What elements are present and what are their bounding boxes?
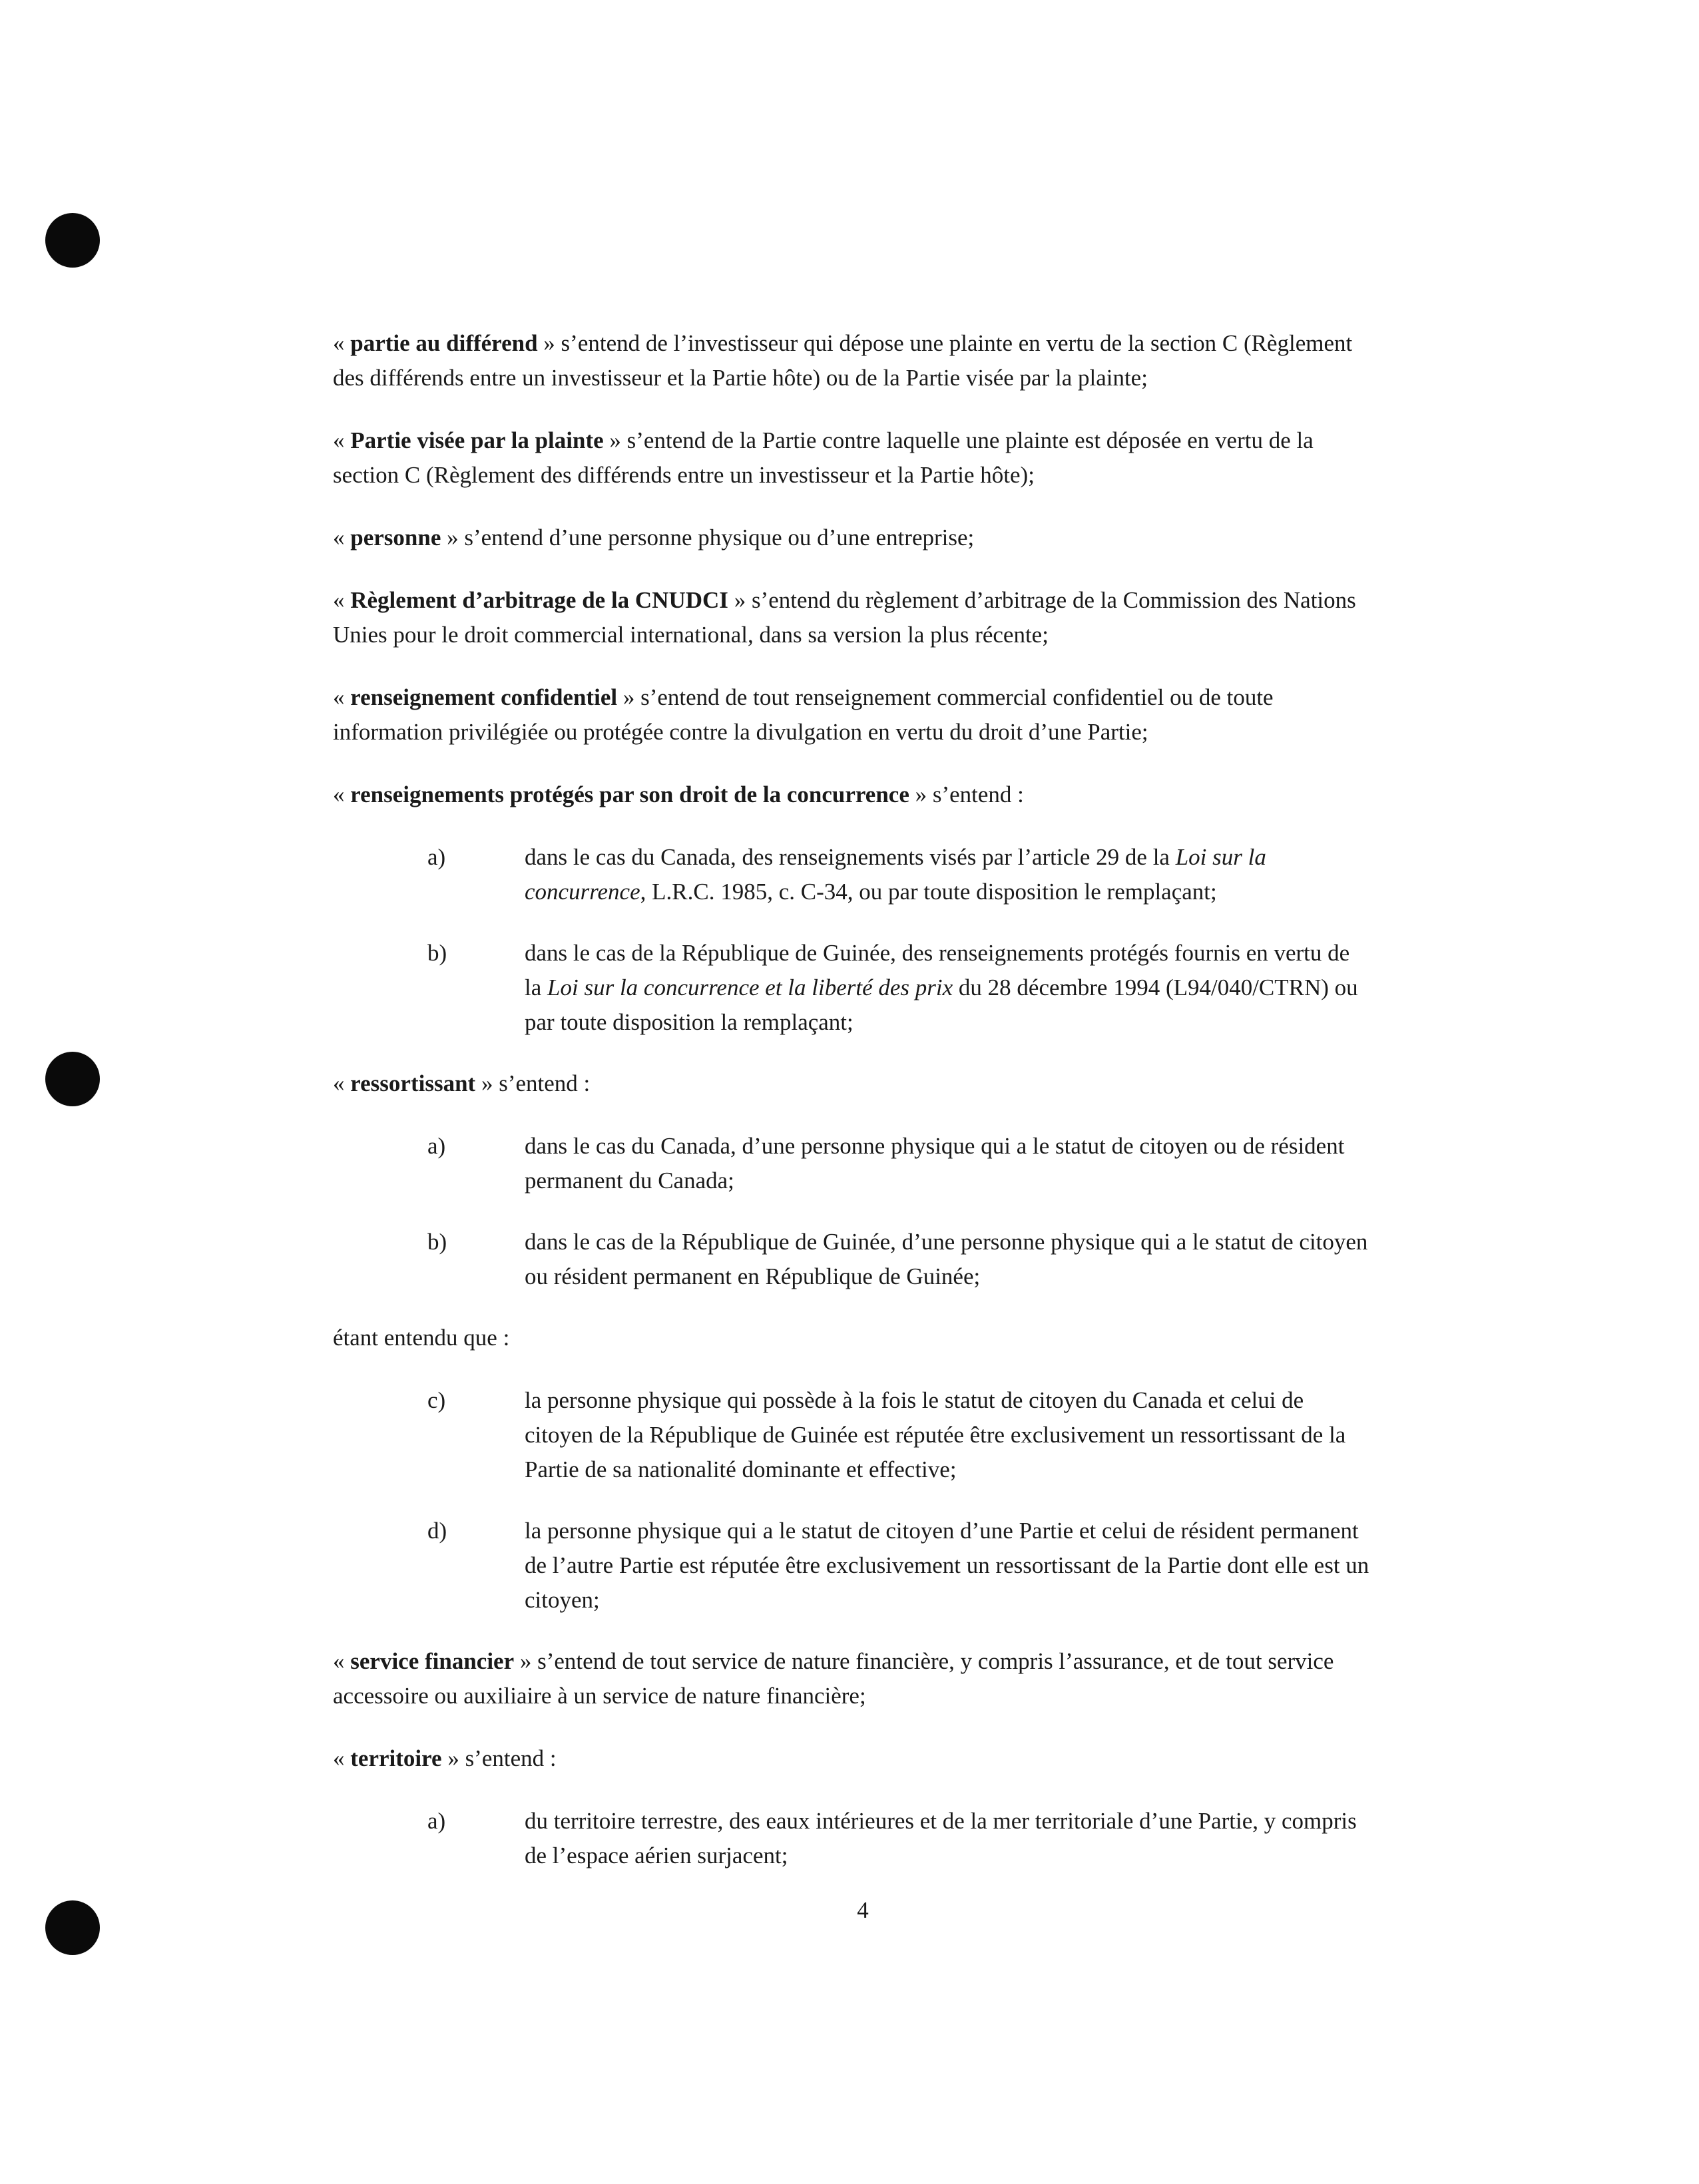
definition-ressortissant [333, 1066, 1371, 1101]
defined-term: ressortissant [350, 1070, 476, 1096]
definition-text: s’entend d’une personne physique ou d’une entreprise; [464, 525, 975, 550]
open-quote: « [333, 684, 351, 710]
definition-renseignement-confidentiel [333, 680, 1371, 750]
open-quote: « [333, 330, 351, 356]
close-quote: » [537, 330, 561, 356]
defined-term: Règlement d’arbitrage de la CNUDCI [350, 587, 728, 613]
open-quote: « [333, 587, 351, 613]
defined-term: partie au différend [350, 330, 538, 356]
list-item [333, 1383, 1371, 1487]
item-label: a) [427, 844, 446, 870]
definition-partie-au-differend [333, 326, 1371, 395]
page-number: 4 [857, 1897, 869, 1923]
item-label: a) [427, 1133, 446, 1159]
open-quote: « [333, 427, 351, 453]
item-text: dans le cas du Canada, d’une personne physique qui a le statut de citoyen ou de résident permanent du Canada; [525, 1133, 1345, 1194]
list-item [333, 840, 1371, 909]
item-text-part: dans le cas de la République de Guinée, des renseignements protégés fournis en vertu de la [525, 940, 1350, 1000]
close-quote: » [475, 1070, 499, 1096]
sub-list [333, 1804, 1371, 1873]
list-item [333, 1804, 1371, 1873]
close-quote: » [603, 427, 627, 453]
defined-term: renseignement confidentiel [350, 684, 618, 710]
defined-term: territoire [350, 1745, 442, 1771]
open-quote: « [333, 781, 351, 807]
definition-partie-visee [333, 423, 1371, 493]
close-quote: » [617, 684, 641, 710]
definition-territoire [333, 1741, 1371, 1776]
statute-title: Loi sur la concurrence et la liberté des prix [547, 975, 953, 1000]
definition-personne [333, 521, 1371, 555]
close-quote: » [728, 587, 752, 613]
definition-text: s’entend : [499, 1070, 591, 1096]
definition-text: s’entend : [932, 781, 1024, 807]
item-label: c) [427, 1387, 446, 1413]
definition-text: s’entend de tout service de nature financière, y compris l’assurance, et de tout service accessoire ou auxiliaire à un service de nature financière; [333, 1648, 1334, 1709]
item-text [525, 936, 1371, 1040]
item-text-part: du 28 décembre 1994 (L94/040/CTRN) ou par toute disposition la remplaçant; [525, 975, 1358, 1035]
definition-renseignements-proteges [333, 777, 1371, 812]
definition-text: s’entend de tout renseignement commercial confidentiel ou de toute information privilégiée ou protégée contre la divulgation en vertu du droit d’une Partie; [333, 684, 1274, 745]
definition-reglement-arbitrage [333, 583, 1371, 652]
list-item [333, 1129, 1371, 1198]
close-quote: » [514, 1648, 538, 1674]
sub-list [333, 840, 1371, 1040]
item-text: dans le cas de la République de Guinée, d’une personne physique qui a le statut de citoyen ou résident permanent en République de Guinée; [525, 1229, 1368, 1289]
item-label: b) [427, 940, 447, 966]
definition-text: s’entend de l’investisseur qui dépose une plainte en vertu de la section C (Règlement des différends entre un investisseur et la Partie hôte) ou de la Partie visée par la plainte; [333, 330, 1353, 391]
defined-term: personne [350, 525, 441, 550]
item-text: la personne physique qui possède à la fois le statut de citoyen du Canada et celui de citoyen de la République de Guinée est réputée être exclusivement un ressortissant de la Partie de sa nationalité dominante et effective; [525, 1387, 1346, 1482]
item-label: b) [427, 1229, 447, 1255]
close-quote: » [441, 525, 465, 550]
item-text-part: dans le cas du Canada, des renseignements visés par l’article 29 de la [525, 844, 1176, 870]
list-item [333, 1225, 1371, 1294]
close-quote: » [909, 781, 933, 807]
item-text: la personne physique qui a le statut de citoyen d’une Partie et celui de résident permanent de l’autre Partie est réputée être exclusivement un ressortissant de la Partie dont elle est un citoyen; [525, 1518, 1369, 1613]
sub-list [333, 1383, 1371, 1618]
document-body [333, 326, 1371, 1900]
defined-term: Partie visée par la plainte [350, 427, 604, 453]
open-quote: « [333, 1745, 351, 1771]
punch-hole-middle [45, 1052, 100, 1106]
open-quote: « [333, 1648, 351, 1674]
statute-title: Loi sur la concurrence [525, 844, 1266, 905]
open-quote: « [333, 1070, 351, 1096]
sub-list [333, 1129, 1371, 1294]
close-quote: » [441, 1745, 465, 1771]
definition-text: s’entend : [465, 1745, 557, 1771]
item-text [525, 840, 1371, 909]
defined-term: service financier [350, 1648, 515, 1674]
list-item [333, 936, 1371, 1040]
item-label: a) [427, 1808, 446, 1834]
item-label: d) [427, 1518, 447, 1544]
punch-hole-top [45, 213, 100, 268]
defined-term: renseignements protégés par son droit de la concurrence [350, 781, 909, 807]
proviso-intro: étant entendu que : [333, 1325, 510, 1351]
definition-service-financier [333, 1644, 1371, 1713]
definition-text: s’entend du règlement d’arbitrage de la Commission des Nations Unies pour le droit commercial international, dans sa version la plus récente; [333, 587, 1356, 648]
definition-text: s’entend de la Partie contre laquelle une plainte est déposée en vertu de la section C (Règlement des différends entre un investisseur et la Partie hôte); [333, 427, 1314, 488]
list-item [333, 1514, 1371, 1618]
open-quote: « [333, 525, 351, 550]
item-text: du territoire terrestre, des eaux intérieures et de la mer territoriale d’une Partie, y compris de l’espace aérien surjacent; [525, 1808, 1357, 1868]
item-text-part: , L.R.C. 1985, c. C-34, ou par toute disposition le remplaçant; [640, 879, 1217, 905]
